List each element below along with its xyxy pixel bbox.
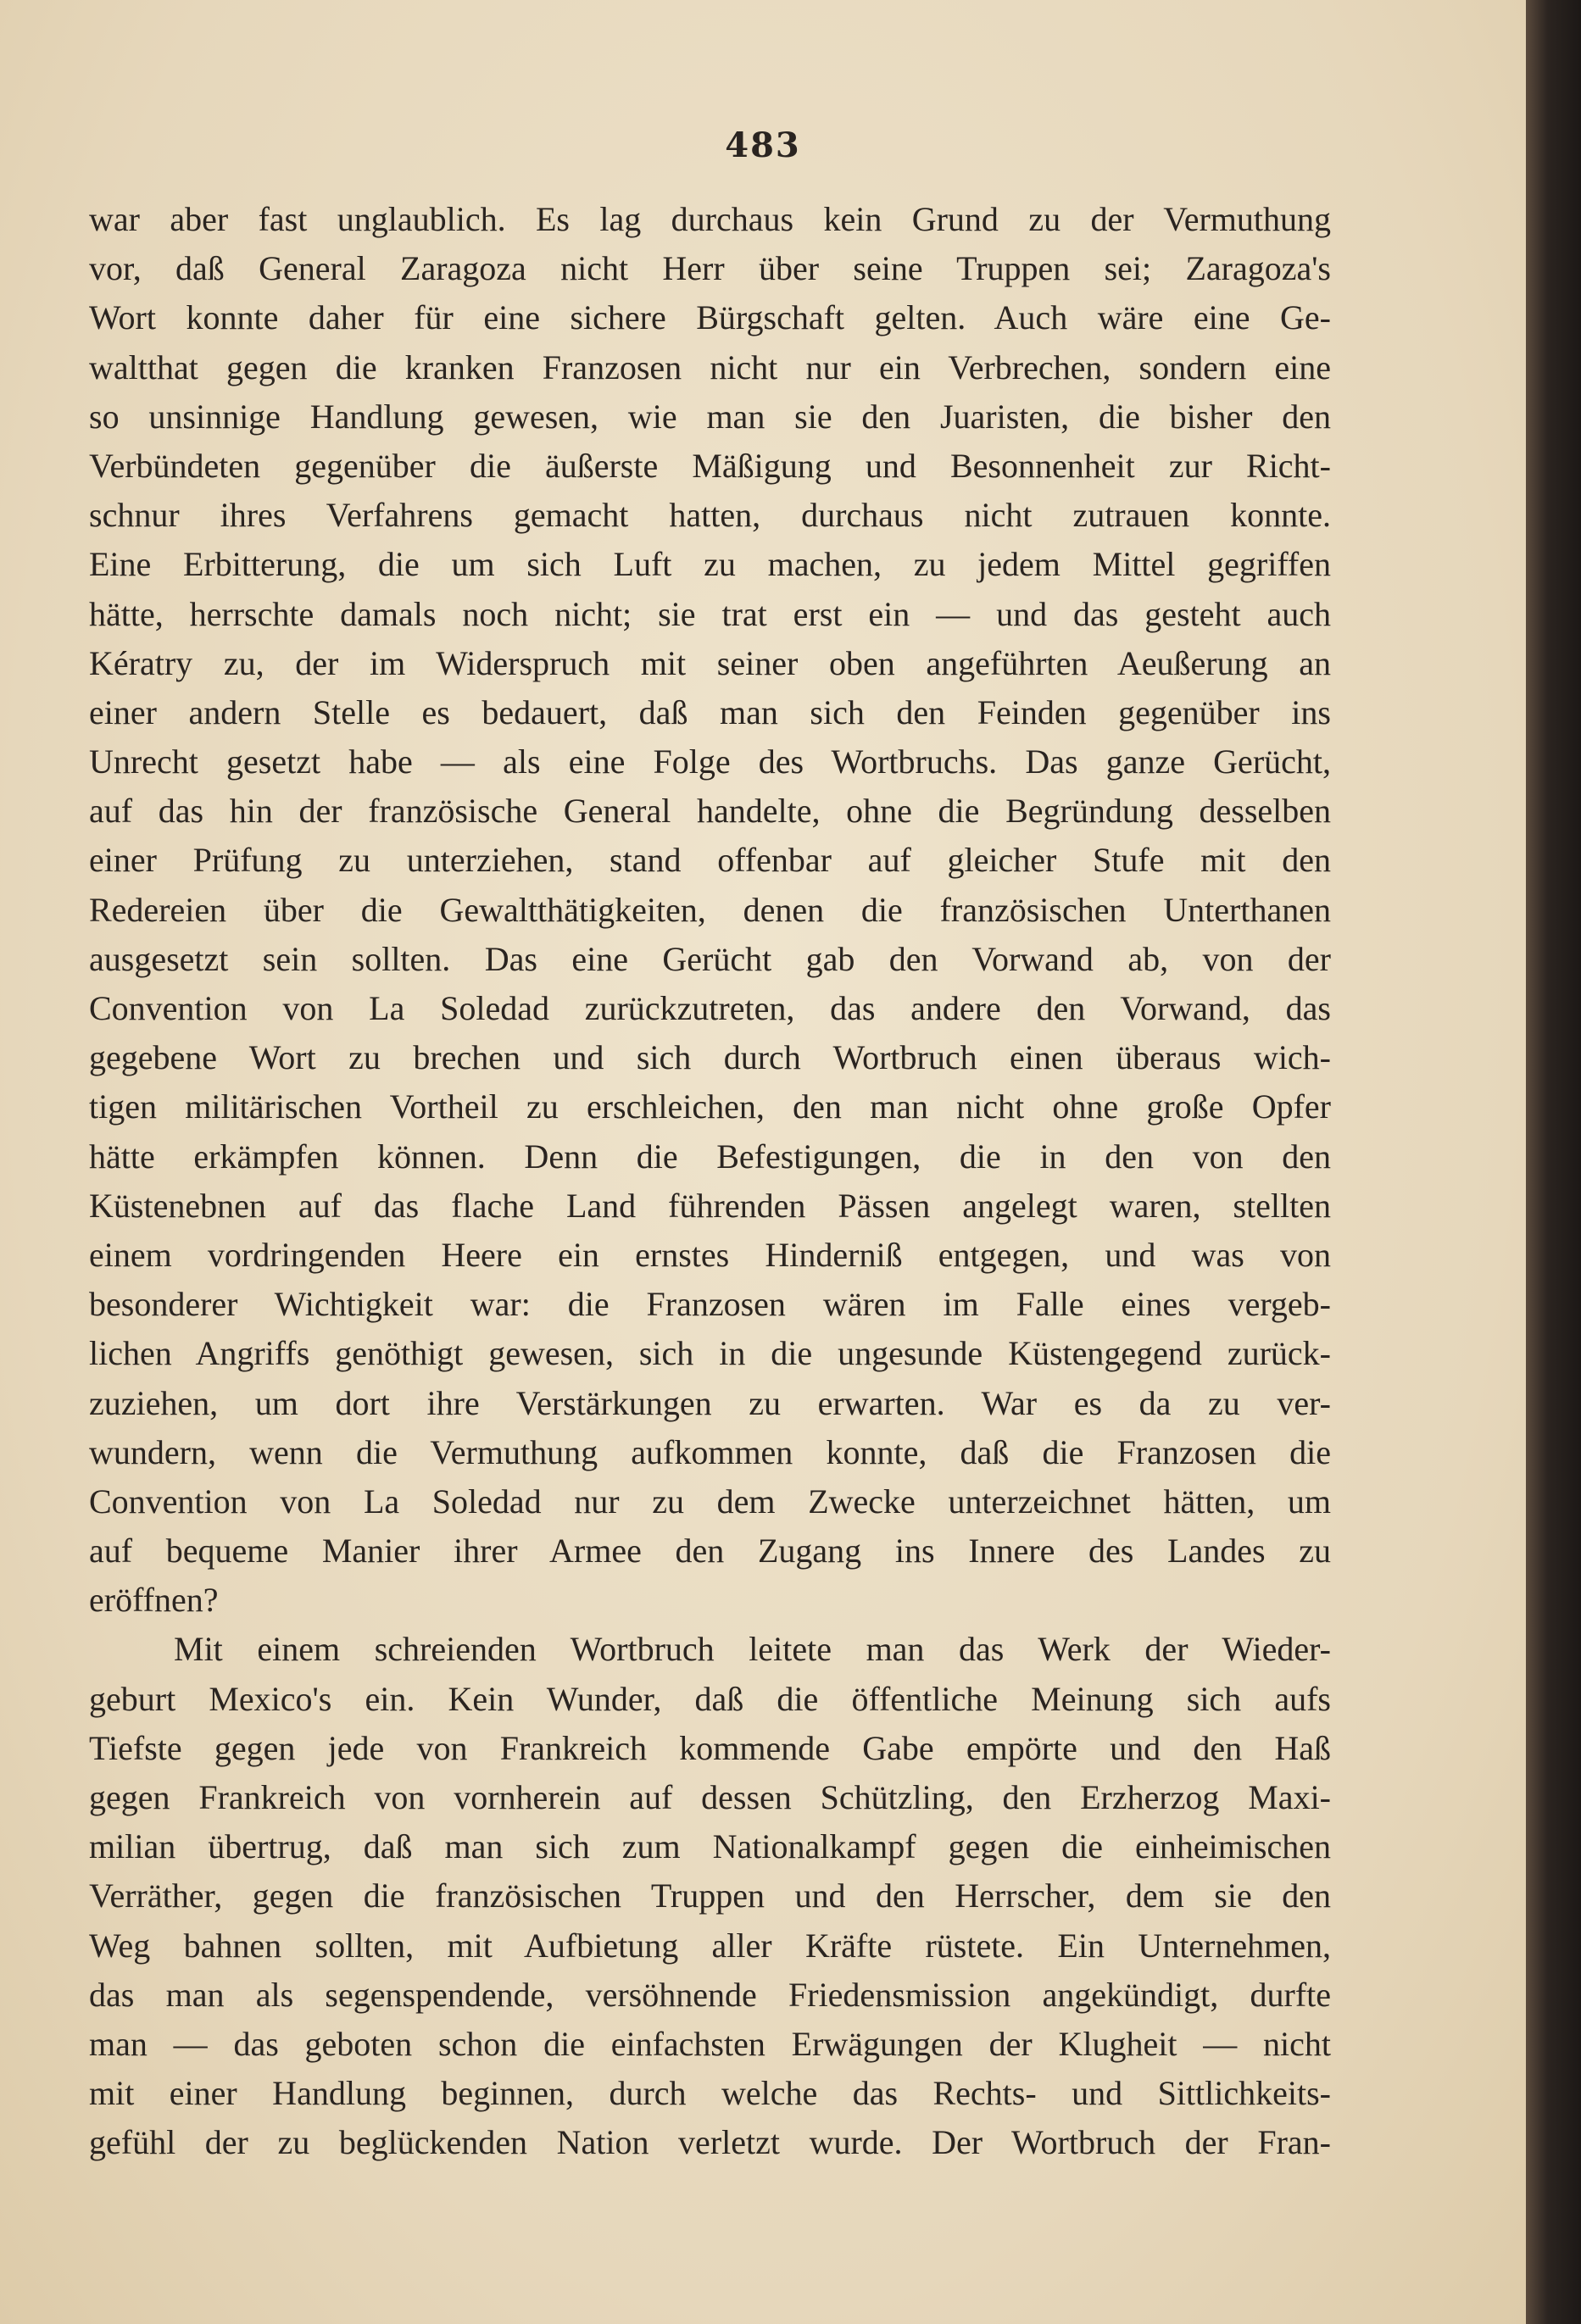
text-line: gefühl der zu beglückenden Nation verletzt wurde. Der Wortbruch der Fran- — [89, 2123, 1331, 2162]
text-line: Redereien über die Gewaltthätigkeiten, denen die französischen Unterthanen — [89, 890, 1331, 929]
text-line: tigen militärischen Vortheil zu erschleichen, den man nicht ohne große Opfer — [89, 1087, 1331, 1126]
text-line: waltthat gegen die kranken Franzosen nicht nur ein Verbrechen, sondern eine — [89, 347, 1331, 386]
text-line: man — das geboten schon die einfachsten Erwägungen der Klugheit — nicht — [89, 2024, 1331, 2063]
text-line: auf das hin der französische General handelte, ohne die Begründung desselben — [89, 792, 1331, 831]
text-line: mit einer Handlung beginnen, durch welche das Rechts- und Sittlichkeits- — [89, 2074, 1331, 2113]
page-edge-shadow — [1526, 0, 1581, 2324]
text-line: hätte erkämpfen können. Denn die Befestigungen, die in den von den — [89, 1137, 1331, 1176]
text-line: Convention von La Soledad nur zu dem Zwecke unterzeichnet hätten, um — [89, 1482, 1331, 1521]
text-line: so unsinnige Handlung gewesen, wie man sie den Juaristen, die bisher den — [89, 397, 1331, 436]
text-line: milian übertrug, daß man sich zum Nationalkampf gegen die einheimischen — [89, 1827, 1331, 1866]
text-line: vor, daß General Zaragoza nicht Herr über seine Truppen sei; Zaragoza's — [89, 249, 1331, 288]
text-line: war aber fast unglaublich. Es lag durchaus kein Grund zu der Vermuthung — [89, 200, 1331, 238]
text-line: Mit einem schreienden Wortbruch leitete man das Werk der Wieder- — [174, 1630, 1331, 1669]
text-line: wundern, wenn die Vermuthung aufkommen konnte, daß die Franzosen die — [89, 1432, 1331, 1471]
text-line: auf bequeme Manier ihrer Armee den Zugang ins Innere des Landes zu — [89, 1532, 1331, 1571]
text-line: lichen Angriffs genöthigt gewesen, sich in die ungesunde Küstengegend zurück- — [89, 1334, 1331, 1373]
text-line: Eine Erbitterung, die um sich Luft zu machen, zu jedem Mittel gegriffen — [89, 545, 1331, 584]
text-line: einer andern Stelle es bedauert, daß man sich den Feinden gegenüber ins — [89, 692, 1331, 731]
text-line: Verräther, gegen die französischen Truppen und den Herrscher, dem sie den — [89, 1876, 1331, 1915]
text-line: schnur ihres Verfahrens gemacht hatten, durchaus nicht zutrauen konnte. — [89, 496, 1331, 535]
text-line: Weg bahnen sollten, mit Aufbietung aller Kräfte rüstete. Ein Unternehmen, — [89, 1926, 1331, 1965]
text-line: eröffnen? — [89, 1581, 219, 1620]
text-line: Verbündeten gegenüber die äußerste Mäßigung und Besonnenheit zur Richt- — [89, 446, 1331, 485]
text-line: gegebene Wort zu brechen und sich durch Wortbruch einen überaus wich- — [89, 1038, 1331, 1077]
text-line: Tiefste gegen jede von Frankreich kommende Gabe empörte und den Haß — [89, 1728, 1331, 1767]
text-line: Wort konnte daher für eine sichere Bürgschaft gelten. Auch wäre eine Ge- — [89, 298, 1331, 337]
body-text — [89, 195, 1331, 2168]
text-line: einem vordringenden Heere ein ernstes Hinderniß entgegen, und was von — [89, 1235, 1331, 1274]
text-line: einer Prüfung zu unterziehen, stand offenbar auf gleicher Stufe mit den — [89, 841, 1331, 880]
text-line: besonderer Wichtigkeit war: die Franzosen wären im Falle eines vergeb- — [89, 1285, 1331, 1324]
text-line: ausgesetzt sein sollten. Das eine Gerücht gab den Vorwand ab, von der — [89, 939, 1331, 978]
text-line: Unrecht gesetzt habe — als eine Folge des Wortbruchs. Das ganze Gerücht, — [89, 742, 1331, 781]
text-line: zuziehen, um dort ihre Verstärkungen zu erwarten. War es da zu ver- — [89, 1383, 1331, 1422]
text-line: das man als segenspendende, versöhnende Friedensmission angekündigt, durfte — [89, 1975, 1331, 2014]
text-line: hätte, herrschte damals noch nicht; sie trat erst ein — und das gesteht auch — [89, 594, 1331, 633]
text-line: gegen Frankreich von vornherein auf dessen Schützling, den Erzherzog Maxi- — [89, 1778, 1331, 1816]
page-number: 483 — [725, 125, 801, 165]
text-line: Convention von La Soledad zurückzutreten, das andere den Vorwand, das — [89, 989, 1331, 1027]
text-line: Kératry zu, der im Widerspruch mit seiner oben angeführten Aeußerung an — [89, 643, 1331, 682]
text-line: Küstenebnen auf das flache Land führenden Pässen angelegt waren, stellten — [89, 1186, 1331, 1225]
text-line: geburt Mexico's ein. Kein Wunder, daß die öffentliche Meinung sich aufs — [89, 1679, 1331, 1718]
